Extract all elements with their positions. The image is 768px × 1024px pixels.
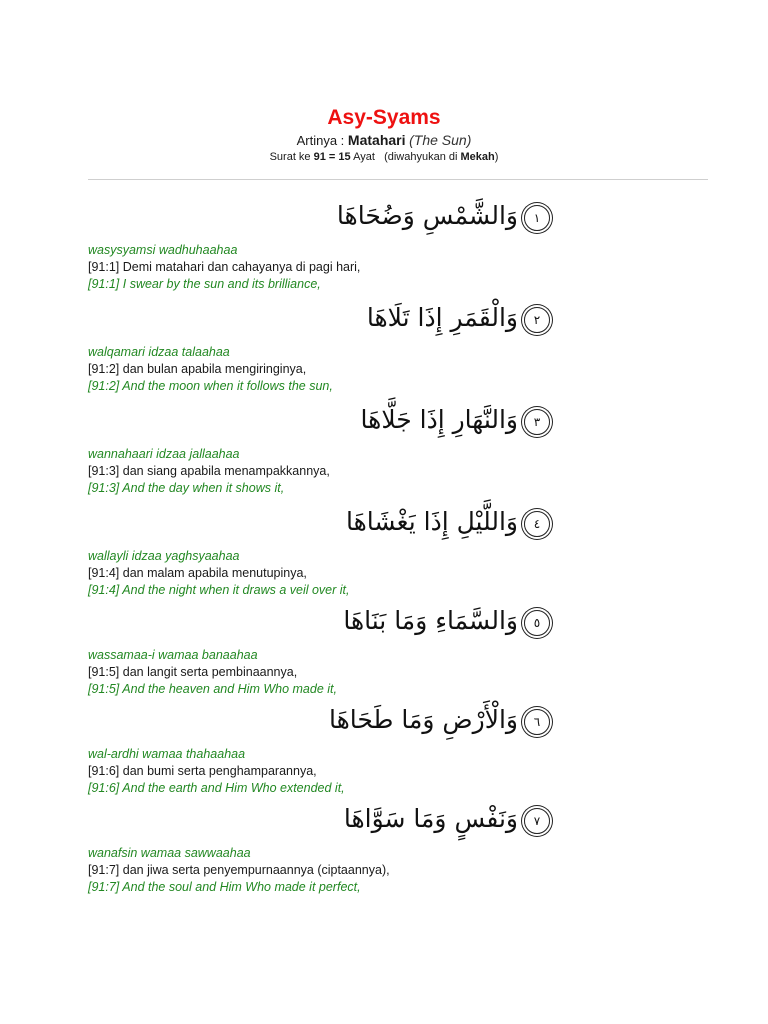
verse-block xyxy=(88,700,688,797)
verse-transliteration: wassamaa-i wamaa banaahaa xyxy=(88,648,258,662)
verse-block xyxy=(88,502,688,599)
verse-transliteration: walqamari idzaa talaahaa xyxy=(88,345,230,359)
verse-transliteration: wannahaari idzaa jallaahaa xyxy=(88,447,240,461)
ayah-number-mark: ٣ xyxy=(524,409,550,435)
revealed-prefix: (diwahyukan di xyxy=(384,151,458,163)
verse-block xyxy=(88,799,688,896)
header-divider xyxy=(88,179,708,180)
ayah-number-mark: ٥ xyxy=(524,610,550,636)
arabic-verse: وَالسَّمَاءِ وَمَا بَنَاهَا xyxy=(343,606,518,635)
surah-header xyxy=(0,104,768,165)
verse-english: [91:3] And the day when it shows it, xyxy=(88,481,285,495)
verse-indonesian: [91:3] dan siang apabila menampakkannya, xyxy=(88,464,330,478)
verse-indonesian: [91:1] Demi matahari dan cahayanya di pagi hari, xyxy=(88,260,361,274)
arabic-row xyxy=(88,502,688,548)
verse-english: [91:5] And the heaven and Him Who made it, xyxy=(88,682,337,696)
ayah-number-mark: ٦ xyxy=(524,709,550,735)
arabic-row xyxy=(88,196,688,242)
arabic-text xyxy=(367,300,550,336)
surah-title: Asy-Syams xyxy=(327,106,441,129)
surat-number: 91 = 15 xyxy=(313,151,351,163)
arabic-verse: وَنَفْسٍ وَمَا سَوَّاهَا xyxy=(343,804,518,833)
verse-transliteration: wal-ardhi wamaa thahaahaa xyxy=(88,747,246,761)
revealed-place: Mekah xyxy=(460,151,495,163)
verse-transliteration: wanafsin wamaa sawwaahaa xyxy=(88,846,251,860)
arabic-row xyxy=(88,799,688,845)
arabic-row xyxy=(88,400,688,446)
arabic-text xyxy=(329,702,550,738)
ayah-number-mark: ٤ xyxy=(524,511,550,537)
verse-english: [91:4] And the night when it draws a veil over it, xyxy=(88,583,350,597)
arabic-verse: وَاللَّيْلِ إِذَا يَغْشَاهَا xyxy=(345,507,518,536)
arabic-text xyxy=(337,198,550,234)
arabic-verse: وَالشَّمْسِ وَضُحَاهَا xyxy=(336,201,518,230)
arabic-row xyxy=(88,298,688,344)
arabic-row xyxy=(88,601,688,647)
verse-indonesian: [91:5] dan langit serta pembinaannya, xyxy=(88,665,298,679)
verse-block xyxy=(88,298,688,395)
arabic-verse: وَالنَّهَارِ إِذَا جَلَّاهَا xyxy=(360,405,518,434)
verse-block xyxy=(88,400,688,497)
arabic-verse: وَالْقَمَرِ إِذَا تَلَاهَا xyxy=(366,303,518,332)
verse-indonesian: [91:2] dan bulan apabila mengiringinya, xyxy=(88,362,307,376)
verse-block xyxy=(88,601,688,698)
arabic-text xyxy=(344,801,550,837)
meaning-label: Artinya : xyxy=(296,133,345,148)
meaning-word: Matahari xyxy=(347,132,406,148)
verse-block xyxy=(88,196,688,293)
verse-indonesian: [91:6] dan bumi serta penghamparannya, xyxy=(88,764,317,778)
arabic-text xyxy=(343,603,550,639)
verse-transliteration: wallayli idzaa yaghsyaahaa xyxy=(88,549,240,563)
verse-indonesian: [91:7] dan jiwa serta penyempurnaannya (ciptaannya), xyxy=(88,863,390,877)
revealed-suffix: ) xyxy=(494,151,499,163)
arabic-text xyxy=(346,504,550,540)
verse-transliteration: wasysyamsi wadhuhaahaa xyxy=(88,243,238,257)
ayat-label: Ayat xyxy=(353,151,375,163)
surat-prefix: Surat ke xyxy=(269,151,311,163)
ayah-number-mark: ٧ xyxy=(524,808,550,834)
arabic-row xyxy=(88,700,688,746)
surah-meaning xyxy=(0,132,768,149)
verse-english: [91:7] And the soul and Him Who made it perfect, xyxy=(88,880,361,894)
verse-indonesian: [91:4] dan malam apabila menutupinya, xyxy=(88,566,307,580)
ayah-number-mark: ٢ xyxy=(524,307,550,333)
verse-english: [91:1] I swear by the sun and its brilliance, xyxy=(88,277,321,291)
surah-info xyxy=(0,150,768,165)
arabic-text xyxy=(361,402,550,438)
verse-english: [91:6] And the earth and Him Who extended it, xyxy=(88,781,345,795)
verse-english: [91:2] And the moon when it follows the sun, xyxy=(88,379,333,393)
arabic-verse: وَالْأَرْضِ وَمَا طَحَاهَا xyxy=(328,705,518,734)
ayah-number-mark: ١ xyxy=(524,205,550,231)
meaning-english: (The Sun) xyxy=(409,132,472,148)
